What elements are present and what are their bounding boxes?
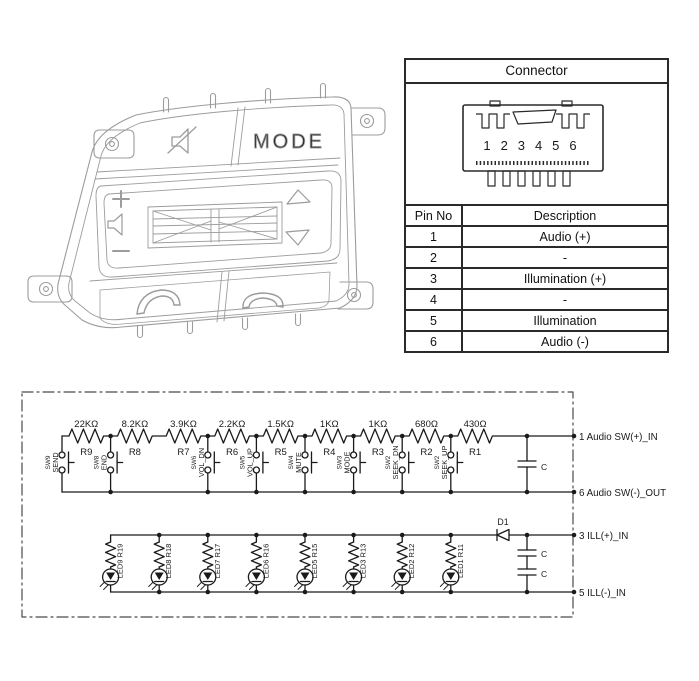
led-branch-LED3 (343, 535, 368, 592)
junction-dot (525, 533, 530, 538)
junction-dot (572, 434, 577, 439)
pin-label-ill-out: 5 ILL(-)_IN (579, 588, 626, 599)
switch-function: SEEK_DN (391, 445, 401, 480)
resistor-name: R7 (177, 447, 190, 458)
led-series-resistor (203, 542, 213, 567)
pin-description-cell: - (462, 247, 667, 268)
switch-name: SW2 (385, 455, 393, 470)
pin-description-cell: Audio (+) (462, 226, 667, 247)
mode-label: MODE (253, 131, 325, 153)
pin-table-row (406, 289, 667, 310)
switch-function: VOL_DN (196, 447, 206, 478)
led-branch-label: LED1 R11 (455, 543, 465, 579)
device-bottom-pins (138, 314, 301, 338)
connector-pin-number: 3 (517, 138, 526, 153)
connector-pin-number: 4 (534, 138, 543, 153)
pin-number-cell: 3 (406, 268, 462, 289)
pin-description-cell: Audio (-) (462, 331, 667, 351)
switch-name: SW9 (45, 455, 52, 470)
pin-description-cell: - (462, 289, 667, 310)
led-branch-LED9 (100, 535, 125, 592)
connector-pin-number: 6 (569, 138, 577, 153)
junction-dot (254, 533, 259, 538)
pin-description-cell: Illumination (+) (462, 268, 667, 289)
junction-dot (525, 434, 530, 439)
pin-number-cell: 1 (406, 226, 462, 247)
diode-label: D1 (497, 517, 509, 527)
speaker-icon (108, 214, 122, 235)
switch-SW3-MODE (337, 436, 366, 492)
switch-name: SW6 (190, 455, 198, 470)
resistor-name: R3 (371, 447, 384, 458)
junction-dot (400, 590, 405, 595)
junction-dot (351, 434, 356, 439)
capacitor-label: C (541, 462, 548, 472)
led-series-resistor (446, 542, 456, 567)
junction-dot (351, 490, 356, 495)
junction-dot (206, 434, 211, 439)
seek-up-icon (287, 190, 310, 204)
pin-description-cell: Illumination (462, 310, 667, 331)
switch-name: SW4 (288, 455, 295, 470)
pin-number-cell: 4 (406, 289, 462, 310)
led-branch-label: LED6 R16 (261, 543, 271, 579)
resistor-value: 680Ω (415, 419, 438, 430)
pin-table-row (406, 310, 667, 331)
resistor-name: R5 (274, 447, 287, 458)
circuit-schematic (0, 380, 699, 681)
end-call-icon (243, 293, 283, 308)
switch-SW5-VOL_UP (239, 436, 268, 492)
pin-number-cell: 5 (406, 310, 462, 331)
junction-dot (525, 490, 530, 495)
resistor-value: 2.2KΩ (218, 419, 246, 430)
pin-table-header: Description (462, 206, 667, 226)
pin-table-header-row (406, 206, 667, 226)
switch-name: SW5 (239, 455, 247, 470)
resistor-value: 8.2KΩ (121, 419, 149, 430)
junction-dot (157, 590, 162, 595)
capacitor-label: C (541, 569, 548, 579)
switch-SW6-VOL_DN (191, 436, 220, 492)
resistor-value: 22KΩ (74, 419, 99, 430)
pin-table-row (406, 331, 667, 351)
junction-dot (157, 533, 162, 538)
pin-label-ill-in: 3 ILL(+)_IN (579, 531, 629, 542)
led-branch-label: LED9 R19 (115, 543, 125, 579)
led-series-resistor (251, 542, 261, 567)
switch-function: SEND (51, 452, 60, 473)
junction-dot (525, 590, 530, 595)
led-branch-LED1 (440, 535, 465, 592)
diode-D1 (497, 530, 509, 541)
connector-panel (404, 58, 669, 353)
led-branch-LED2 (392, 535, 417, 592)
junction-dot (254, 434, 259, 439)
switch-name: SW3 (336, 455, 344, 470)
junction-dot (303, 434, 308, 439)
pin-number-cell: 6 (406, 331, 462, 351)
illumination-capacitors (518, 535, 536, 592)
junction-dot (254, 590, 259, 595)
switch-name: SW2 (433, 455, 441, 470)
junction-dot (400, 434, 405, 439)
device-illustration (0, 0, 410, 370)
junction-dot (572, 533, 577, 538)
junction-dot (303, 490, 308, 495)
led-series-resistor (154, 542, 164, 567)
led-branch-label: LED8 R18 (164, 543, 174, 579)
switch-function: VOL_UP (245, 448, 255, 477)
switch-name: SW8 (93, 455, 101, 470)
resistor-value: 1KΩ (368, 419, 388, 430)
led-branch-label: LED3 R13 (358, 543, 368, 579)
resistor-value: 430Ω (463, 419, 487, 430)
connector-pin-number: 1 (483, 138, 491, 153)
connector-pin-numbers (483, 138, 576, 153)
pin-label-audio-out: 6 Audio SW(-)_OUT (579, 488, 667, 499)
pin-table-row (406, 226, 667, 247)
junction-dot (206, 533, 211, 538)
junction-dot (206, 590, 211, 595)
pin-table-row (406, 247, 667, 268)
resistor-value: 1.5KΩ (267, 419, 295, 430)
switch-SW4-MUTE (288, 436, 317, 492)
led-series-resistor (106, 542, 116, 567)
pin-table-row (406, 268, 667, 289)
switch-SW9-SEND (45, 436, 74, 492)
mute-icon (168, 127, 196, 153)
resistor-value: 3.9KΩ (170, 419, 197, 430)
junction-dot (303, 533, 308, 538)
audio-rail-with-resistors (62, 429, 574, 443)
led-branch-LED5 (295, 535, 320, 592)
led-series-resistor (349, 542, 359, 567)
connector-legs (488, 171, 570, 186)
junction-dot (254, 490, 259, 495)
connector-title: Connector (406, 60, 667, 84)
led-series-resistor (300, 542, 310, 567)
led-branch-LED8 (149, 535, 174, 592)
pin-label-audio-in: 1 Audio SW(+)_IN (579, 432, 658, 443)
connector-pin-number: 5 (552, 138, 560, 153)
resistor-name: R6 (226, 447, 239, 458)
pin-table (406, 206, 667, 351)
pin-number-cell: 2 (406, 247, 462, 268)
junction-dot (572, 590, 577, 595)
junction-dot (449, 490, 454, 495)
junction-dot (449, 590, 454, 595)
switch-function: END (99, 454, 109, 471)
device-rocker-area (96, 171, 341, 277)
junction-dot (400, 490, 405, 495)
switch-SW8-END (94, 436, 123, 492)
resistor-value: 1KΩ (319, 419, 339, 430)
junction-dot (108, 434, 113, 439)
resistor-name: R9 (80, 447, 93, 458)
switch-function: MUTE (294, 452, 303, 473)
led-series-resistor (397, 542, 407, 567)
pin-table-header: Pin No (406, 206, 462, 226)
switch-SW2-SEEK_UP (434, 436, 463, 492)
junction-dot (206, 490, 211, 495)
resistor-name: R1 (469, 447, 482, 458)
junction-dot (108, 490, 113, 495)
led-branch-label: LED7 R17 (212, 543, 222, 579)
led-branch-label: LED5 R15 (310, 543, 319, 579)
call-icon (137, 290, 180, 314)
connector-drawing (406, 84, 667, 206)
resistor-name: R4 (323, 447, 336, 458)
audio-capacitor (518, 436, 536, 492)
resistor-name: R8 (128, 447, 141, 458)
led-branch-LED7 (197, 535, 222, 592)
switch-function: MODE (342, 451, 352, 474)
resistor-name: R2 (420, 447, 433, 458)
junction-dot (351, 590, 356, 595)
junction-dot (400, 533, 405, 538)
seek-down-icon (286, 230, 309, 245)
switch-SW2-SEEK_DN (385, 436, 414, 492)
junction-dot (572, 490, 577, 495)
junction-dot (449, 533, 454, 538)
junction-dot (449, 434, 454, 439)
switch-function: SEEK_UP (439, 445, 449, 480)
led-branch-label: LED2 R12 (407, 543, 417, 579)
led-branch-LED6 (246, 535, 271, 592)
junction-dot (303, 590, 308, 595)
connector-pin-number: 2 (500, 138, 508, 153)
capacitor-label: C (541, 549, 548, 559)
junction-dot (351, 533, 356, 538)
